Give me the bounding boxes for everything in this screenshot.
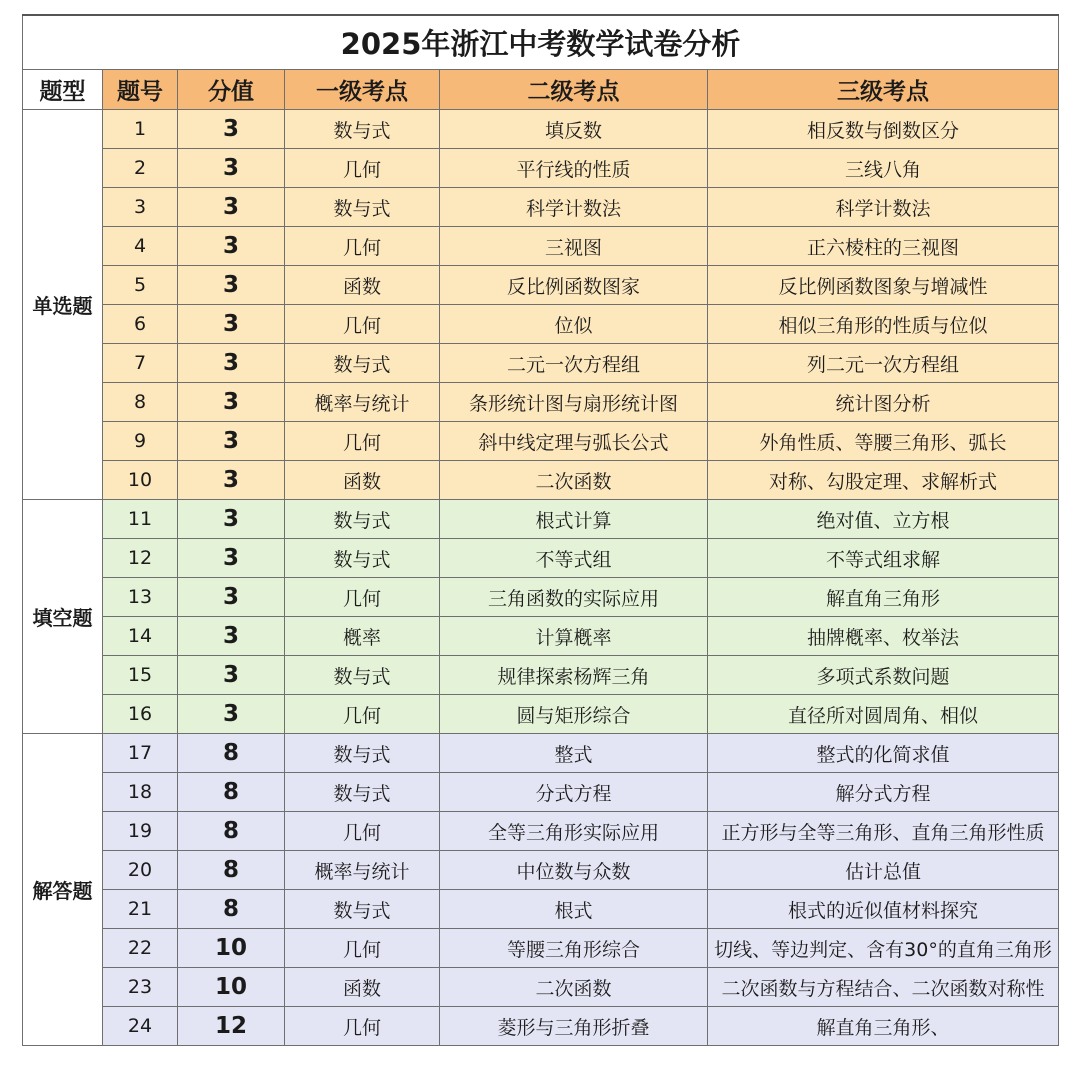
level3-topic: 正六棱柱的三视图 [708,227,1059,266]
level1-topic: 几何 [285,578,440,617]
level2-topic: 二次函数 [440,968,708,1007]
level2-topic: 根式计算 [440,500,708,539]
level3-topic: 科学计数法 [708,188,1059,227]
level1-topic: 函数 [285,266,440,305]
level3-topic: 根式的近似值材料探究 [708,890,1059,929]
question-number: 23 [103,968,178,1007]
question-score: 8 [178,812,285,851]
level1-topic: 几何 [285,812,440,851]
question-score: 12 [178,1007,285,1046]
level1-topic: 几何 [285,305,440,344]
level2-topic: 三角函数的实际应用 [440,578,708,617]
question-score: 8 [178,773,285,812]
level2-topic: 规律探索杨辉三角 [440,656,708,695]
table-row [23,773,1059,812]
level2-topic: 中位数与众数 [440,851,708,890]
table-row [23,266,1059,305]
question-number: 17 [103,734,178,773]
table-row [23,929,1059,968]
table-row [23,968,1059,1007]
level1-topic: 数与式 [285,539,440,578]
header-level1: 一级考点 [285,70,440,110]
section-label: 解答题 [23,734,103,1046]
level2-topic: 菱形与三角形折叠 [440,1007,708,1046]
level2-topic: 圆与矩形综合 [440,695,708,734]
question-score: 3 [178,500,285,539]
question-score: 3 [178,266,285,305]
question-score: 3 [178,305,285,344]
level1-topic: 槪率与统计 [285,383,440,422]
question-score: 8 [178,890,285,929]
level2-topic: 科学计数法 [440,188,708,227]
level3-topic: 不等式组求解 [708,539,1059,578]
level3-topic: 整式的化简求值 [708,734,1059,773]
level3-topic: 解直角三角形 [708,578,1059,617]
question-number: 16 [103,695,178,734]
level3-topic: 外角性质、等腰三角形、弧长 [708,422,1059,461]
header-level2: 二级考点 [440,70,708,110]
level2-topic: 整式 [440,734,708,773]
table-body [23,110,1059,1046]
level2-topic: 填反数 [440,110,708,149]
level1-topic: 几何 [285,149,440,188]
question-score: 3 [178,617,285,656]
level2-topic: 分式方程 [440,773,708,812]
level1-topic: 数与式 [285,734,440,773]
header-row [23,70,1059,110]
question-score: 3 [178,188,285,227]
table-row [23,890,1059,929]
level3-topic: 列二元一次方程组 [708,344,1059,383]
question-number: 9 [103,422,178,461]
level3-topic: 解分式方程 [708,773,1059,812]
level3-topic: 对称、勾股定理、求解析式 [708,461,1059,500]
level3-topic: 三线八角 [708,149,1059,188]
table-row [23,500,1059,539]
question-number: 12 [103,539,178,578]
level1-topic: 数与式 [285,188,440,227]
level1-topic: 数与式 [285,500,440,539]
level1-topic: 几何 [285,422,440,461]
question-number: 5 [103,266,178,305]
level2-topic: 斜中线定理与弧长公式 [440,422,708,461]
question-number: 22 [103,929,178,968]
question-score: 3 [178,422,285,461]
table-row [23,383,1059,422]
table-row [23,617,1059,656]
level3-topic: 多项式系数问题 [708,656,1059,695]
level2-topic: 三视图 [440,227,708,266]
analysis-sheet [22,14,1058,1066]
question-number: 8 [103,383,178,422]
table-row [23,851,1059,890]
table-row [23,227,1059,266]
level3-topic: 统计图分析 [708,383,1059,422]
level3-topic: 抽牌槪率、枚举法 [708,617,1059,656]
question-score: 3 [178,149,285,188]
level1-topic: 数与式 [285,110,440,149]
question-score: 3 [178,695,285,734]
table-row [23,305,1059,344]
header-type: 题型 [23,70,103,110]
question-number: 1 [103,110,178,149]
level3-topic: 反比例函数图象与增减性 [708,266,1059,305]
table-row [23,188,1059,227]
question-score: 3 [178,656,285,695]
question-number: 19 [103,812,178,851]
level3-topic: 切线、等边判定、含有30°的直角三角形 [708,929,1059,968]
question-number: 18 [103,773,178,812]
level2-topic: 条形统计图与扇形统计图 [440,383,708,422]
level1-topic: 数与式 [285,890,440,929]
level3-topic: 估计总值 [708,851,1059,890]
level3-topic: 相反数与倒数区分 [708,110,1059,149]
question-score: 3 [178,539,285,578]
question-score: 3 [178,578,285,617]
level2-topic: 不等式组 [440,539,708,578]
header-number: 题号 [103,70,178,110]
question-number: 15 [103,656,178,695]
question-number: 20 [103,851,178,890]
level1-topic: 几何 [285,929,440,968]
table-row [23,734,1059,773]
question-score: 10 [178,929,285,968]
analysis-table [22,14,1059,1046]
level1-topic: 几何 [285,1007,440,1046]
question-score: 3 [178,110,285,149]
level2-topic: 反比例函数图家 [440,266,708,305]
page-title: 2025年浙江中考数学试卷分析 [23,15,1059,70]
level2-topic: 二元一次方程组 [440,344,708,383]
table-row [23,461,1059,500]
question-number: 6 [103,305,178,344]
question-number: 14 [103,617,178,656]
question-score: 8 [178,851,285,890]
question-number: 21 [103,890,178,929]
header-score: 分值 [178,70,285,110]
table-row [23,695,1059,734]
level1-topic: 函数 [285,461,440,500]
level3-topic: 正方形与全等三角形、直角三角形性质 [708,812,1059,851]
question-score: 3 [178,227,285,266]
level1-topic: 函数 [285,968,440,1007]
question-number: 10 [103,461,178,500]
level1-topic: 数与式 [285,656,440,695]
level2-topic: 计算槪率 [440,617,708,656]
level2-topic: 二次函数 [440,461,708,500]
question-number: 11 [103,500,178,539]
header-level3: 三级考点 [708,70,1059,110]
level1-topic: 数与式 [285,773,440,812]
level3-topic: 二次函数与方程结合、二次函数对称性 [708,968,1059,1007]
level3-topic: 相似三角形的性质与位似 [708,305,1059,344]
level2-topic: 位似 [440,305,708,344]
level1-topic: 几何 [285,695,440,734]
level2-topic: 根式 [440,890,708,929]
question-number: 4 [103,227,178,266]
question-score: 3 [178,461,285,500]
level2-topic: 等腰三角形综合 [440,929,708,968]
question-score: 3 [178,383,285,422]
question-score: 8 [178,734,285,773]
question-number: 7 [103,344,178,383]
section-label: 填空题 [23,500,103,734]
level2-topic: 全等三角形实际应用 [440,812,708,851]
level3-topic: 直径所对圆周角、相似 [708,695,1059,734]
question-number: 3 [103,188,178,227]
table-row [23,539,1059,578]
question-number: 13 [103,578,178,617]
section-label: 单选题 [23,110,103,500]
level1-topic: 槪率 [285,617,440,656]
table-row [23,422,1059,461]
table-row [23,812,1059,851]
table-row [23,149,1059,188]
table-row [23,656,1059,695]
level3-topic: 解直角三角形、 [708,1007,1059,1046]
question-number: 2 [103,149,178,188]
level1-topic: 几何 [285,227,440,266]
table-row [23,578,1059,617]
table-row [23,1007,1059,1046]
level3-topic: 绝对值、立方根 [708,500,1059,539]
table-row [23,344,1059,383]
question-score: 10 [178,968,285,1007]
level2-topic: 平行线的性质 [440,149,708,188]
level1-topic: 概率与统计 [285,851,440,890]
question-number: 24 [103,1007,178,1046]
table-row [23,110,1059,149]
level1-topic: 数与式 [285,344,440,383]
question-score: 3 [178,344,285,383]
